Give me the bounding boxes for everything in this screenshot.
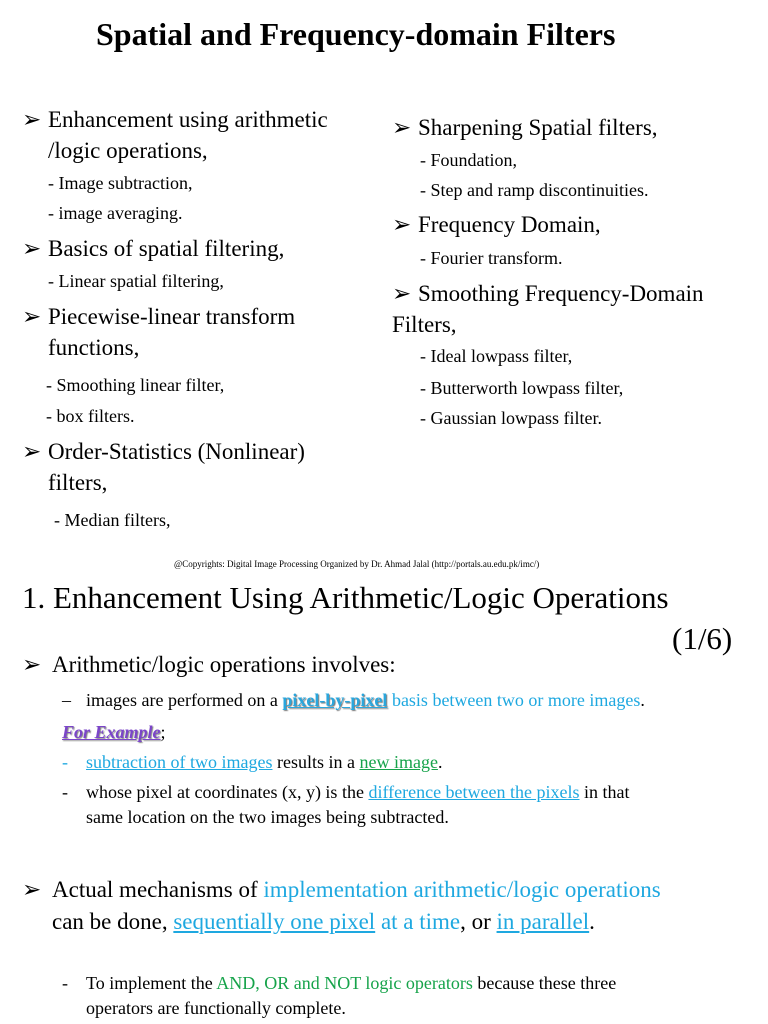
section-heading: 1. Enhancement Using Arithmetic/Logic Operations xyxy=(22,580,669,615)
sub-box-filters: - box filters. xyxy=(46,406,135,426)
sub-butterworth-lowpass: - Butterworth lowpass filter, xyxy=(420,378,624,398)
in-parallel-link[interactable]: in parallel xyxy=(496,909,590,934)
example-difference: - whose pixel at coordinates (x, y) is the difference between the pixels in that same location on the two images being subtracted. xyxy=(62,782,630,827)
sub-logic-operators: - To implement the AND, OR and NOT logic operators because these three operators are functionally complete. xyxy=(62,973,617,1018)
sub-image-averaging: - image averaging. xyxy=(48,203,183,223)
sequentially-link[interactable]: sequentially one pixel xyxy=(173,909,376,934)
sub-ideal-lowpass: - Ideal lowpass filter, xyxy=(420,346,573,366)
arrow-bullet-icon: ➢ xyxy=(392,212,412,237)
for-example-label: For Example; xyxy=(62,722,166,742)
bullet-arithmetic: ➢ Enhancement using arithmetic /logic operations, xyxy=(22,104,328,166)
sub-fourier: - Fourier transform. xyxy=(420,248,563,268)
bullet-order-statistics: ➢ Order-Statistics (Nonlinear) filters, xyxy=(22,436,305,498)
sub-image-subtraction: - Image subtraction, xyxy=(48,173,193,193)
arrow-bullet-icon: ➢ xyxy=(22,652,42,677)
arrow-bullet-icon: ➢ xyxy=(392,281,412,306)
new-image-link[interactable]: new image xyxy=(359,752,438,772)
arrow-bullet-icon: ➢ xyxy=(22,107,42,132)
bullet-smoothing-frequency: ➢ Smoothing Frequency-Domain Filters, xyxy=(392,278,704,340)
sub-gaussian-lowpass: - Gaussian lowpass filter. xyxy=(420,408,602,428)
subtraction-link[interactable]: subtraction of two images xyxy=(86,752,273,772)
arrow-bullet-icon: ➢ xyxy=(22,877,42,902)
arrow-bullet-icon: ➢ xyxy=(22,236,42,261)
sub-median-filters: - Median filters, xyxy=(54,510,171,530)
example-subtraction: - subtraction of two images results in a new image. xyxy=(62,752,443,772)
slide-title: Spatial and Frequency-domain Filters xyxy=(96,16,616,52)
sub-linear-spatial: - Linear spatial filtering, xyxy=(48,271,224,291)
bullet-frequency-domain: ➢ Frequency Domain, xyxy=(392,209,601,240)
copyright-notice: @Copyrights: Digital Image Processing Organized by Dr. Ahmad Jalal (http://portals.au.edu.pk/imc/) xyxy=(174,559,540,569)
difference-link[interactable]: difference between the pixels xyxy=(368,782,580,802)
page-indicator: (1/6) xyxy=(672,621,733,656)
for-example-link[interactable]: For Example xyxy=(62,722,161,742)
bullet-basics-spatial: ➢ Basics of spatial filtering, xyxy=(22,233,284,264)
arrow-bullet-icon: ➢ xyxy=(22,439,42,464)
sub-pixel-by-pixel: – images are performed on a pixel-by-pixel basis between two or more images. xyxy=(62,690,645,710)
sub-smoothing-linear: - Smoothing linear filter, xyxy=(46,375,225,395)
bullet-piecewise: ➢ Piecewise-linear transform functions, xyxy=(22,301,295,363)
bullet-sharpening: ➢ Sharpening Spatial filters, xyxy=(392,112,658,143)
bullet-actual-mechanisms: ➢ Actual mechanisms of implementation arithmetic/logic operations can be done, sequentially one pixel at a time, or in parallel. xyxy=(22,874,661,938)
arrow-bullet-icon: ➢ xyxy=(22,304,42,329)
bullet-operations-involves: ➢ Arithmetic/logic operations involves: xyxy=(22,652,396,677)
sub-foundation: - Foundation, xyxy=(420,150,517,170)
arrow-bullet-icon: ➢ xyxy=(392,115,412,140)
pixel-by-pixel-link[interactable]: pixel-by-pixel xyxy=(282,690,388,710)
sub-step-ramp: - Step and ramp discontinuities. xyxy=(420,180,649,200)
